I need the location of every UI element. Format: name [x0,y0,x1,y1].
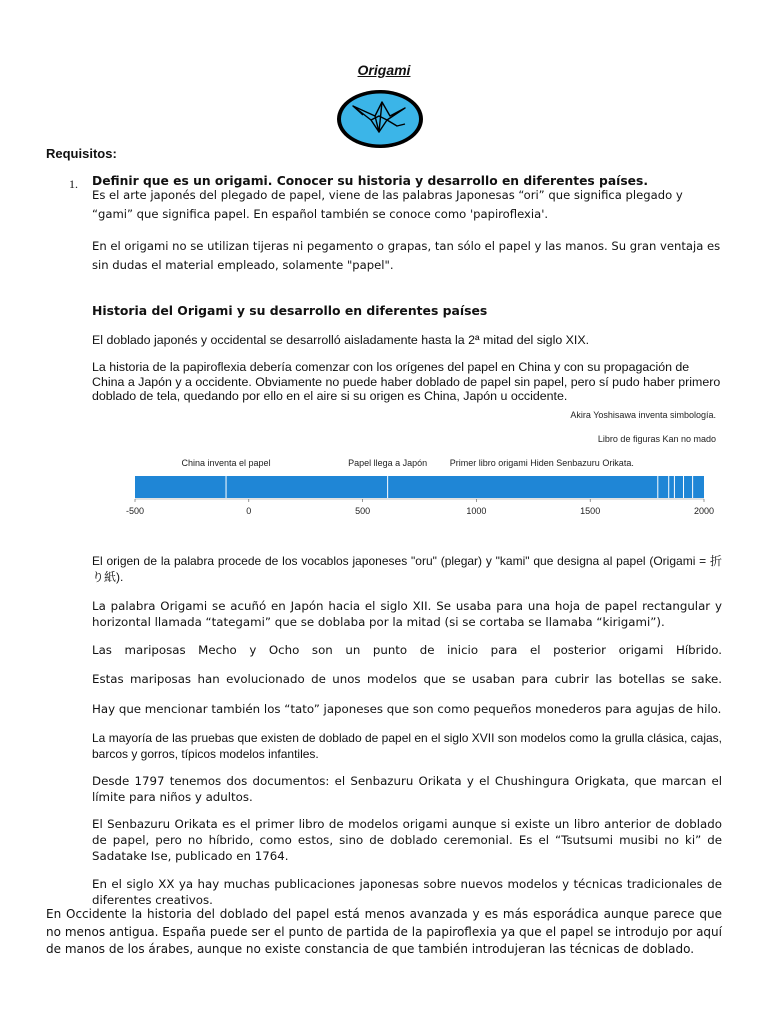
intro-paragraph: En el origami no se utilizan tijeras ni pegamento o grapas, tan sólo el papel y las manos. Su gran ventaja es sin dudas el material empleado, solamente "papel". [92,239,721,272]
timeline-tick-label: 2000 [693,506,715,516]
timeline-event-label: Libro de figuras Kan no mado [597,434,716,444]
timeline-bar [135,476,704,498]
body-paragraph: Estas mariposas han evolucionado de unos modelos que se usaban para cubrir las botellas se sake. [92,672,722,686]
intro-paragraph: Es el arte japonés del plegado de papel, viene de las palabras Japonesas “ori” que significa plegado y “gami” que significa papel. En español también se conoce como 'papiroflexia'. [92,188,683,221]
body-paragraph: En el siglo XX ya hay muchas publicaciones japonesas sobre nuevos modelos y técnicas tradicionales de diferentes creativos. [92,877,722,907]
body-paragraph: La palabra Origami se acuñó en Japón hacia el siglo XII. Se usaba para una hoja de papel rectangular y horizontal llamada “tategami” que se doblaba por la mitad (si se cortaba se llamaba “kirigami”). [92,599,722,629]
body-paragraph: Hay que mencionar también los “tato” japoneses que son como pequeños monederos para agujas de hilo. [92,702,722,716]
timeline-event-label: Akira Yoshisawa inventa simbología. [570,410,716,420]
body-paragraph: La mayoría de las pruebas que existen de doblado de papel en el siglo XVII son modelos como la grulla clásica, cajas, barcos y gorros, típicos modelos infantiles. [92,731,722,761]
body-paragraph: El Senbazuru Orikata es el primer libro de modelos origami aunque si existe un libro anterior de doblado de papel, pero no híbrido, como estos, sino de doblado ceremonial. Es el “Tsutsumi musibi no ki” de Sadatake Ise, publicado en 1764. [92,817,722,863]
history-paragraph: El doblado japonés y occidental se desarrolló aisladamente hasta la 2ª mitad del siglo XIX. [92,333,590,347]
timeline-tick-label: 0 [246,506,252,516]
origami-crane-icon [335,88,425,150]
timeline-event-label: China inventa el papel [181,458,271,468]
timeline-tick-label: 500 [355,506,371,516]
timeline-tick-label: 1000 [466,506,487,516]
body-paragraph: Las mariposas Mecho y Ocho son un punto de inicio para el posterior origami Híbrido. [92,643,722,657]
timeline-event-label: Papel llega a Japón [348,458,428,468]
history-timeline-chart [120,404,730,528]
body-paragraph: Desde 1797 tenemos dos documentos: el Senbazuru Orikata y el Chushingura Origkata, que marcan el límite para niños y adultos. [92,774,722,804]
closing-paragraph: En Occidente la historia del doblado del papel está menos avanzada y es más esporádica aunque parece que no menos antigua. España puede ser el punto de partida de la papiroflexia ya que el papel se introdujo por aquí de manos de los árabes, aunque no existe constancia de que también introdujeran las técnicas de doblado. [46,907,722,956]
timeline-tick-label: 1500 [580,506,601,516]
history-heading: Historia del Origami y su desarrollo en diferentes países [92,303,488,318]
timeline-event-label: Primer libro origami Hiden Senbazuru Orikata. [449,458,634,468]
list-item-number: 1. [69,177,78,191]
history-paragraph: La historia de la papiroflexia debería comenzar con los orígenes del papel en China y con su propagación de China a Japón y a occidente. Obviamente no puede haber doblado de papel sin papel, pero sí pudo haber primero doblado de tela, quedando por ello en el aire si su origen es China, Japón u occidente. [92,360,721,403]
list-item-heading: Definir que es un origami. Conocer su historia y desarrollo en diferentes países. [92,174,648,188]
timeline-tick-label: -500 [125,506,145,516]
document-title: Origami [357,62,411,78]
requirements-label: Requisitos: [46,146,117,161]
body-paragraph: El origen de la palabra procede de los vocablos japoneses "oru" (plegar) y "kami" que designa al papel (Origami = 折り紙). [92,554,722,584]
